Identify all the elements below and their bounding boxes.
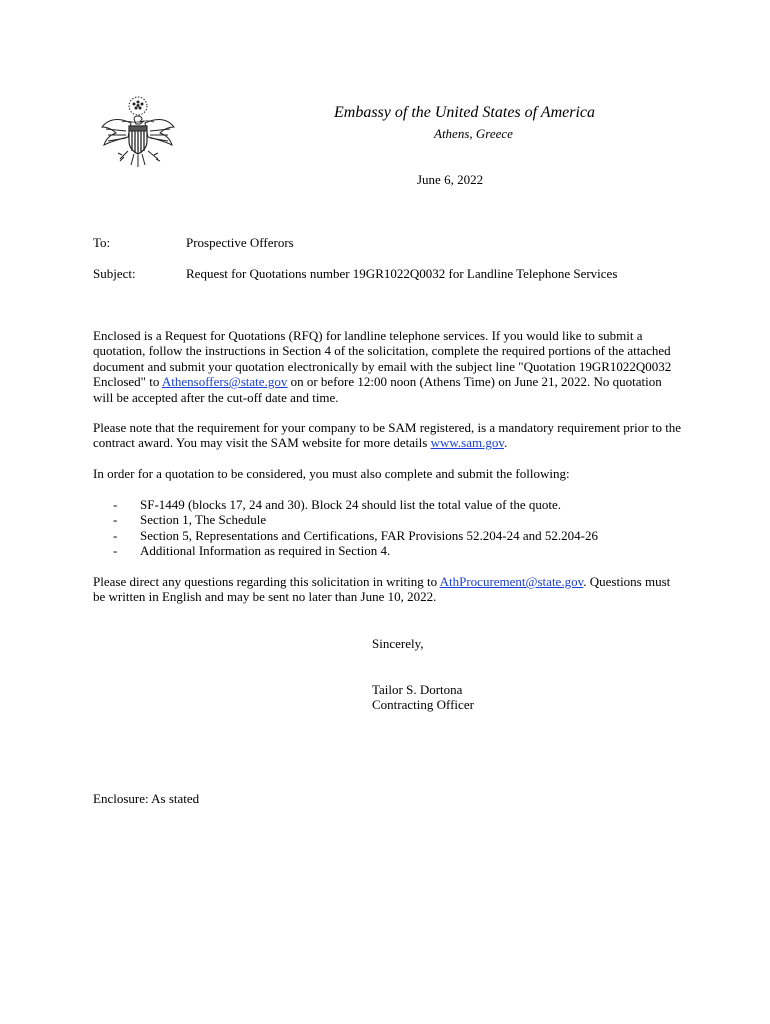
subject-value: Request for Quotations number 19GR1022Q0032 for Landline Telephone Services bbox=[186, 266, 618, 281]
to-label: To: bbox=[93, 235, 111, 250]
embassy-title: Embassy of the United States of America bbox=[334, 104, 595, 121]
list-item-text: SF-1449 (blocks 17, 24 and 30). Block 24 should list the total value of the quote. bbox=[140, 497, 562, 512]
paragraph-requirements-text: In order for a quotation to be considered, you must also complete and submit the following: bbox=[93, 466, 570, 481]
bullet-marker: - bbox=[113, 543, 118, 559]
paragraph-sam-text-1: Please note that the requirement for your company to be SAM registered, is a mandatory requirement prior to the contract award. You may visit the SAM website for more details bbox=[93, 420, 682, 451]
list-item bbox=[113, 497, 598, 512]
list-item-text: Section 5, Representations and Certifications, FAR Provisions 52.204-24 and 52.204-26 bbox=[140, 527, 598, 543]
athprocurement-email-link[interactable]: AthProcurement@state.gov bbox=[439, 574, 584, 589]
bullet-marker: - bbox=[113, 512, 118, 528]
letter-date: June 6, 2022 bbox=[417, 172, 484, 187]
bullet-marker: - bbox=[113, 497, 118, 512]
paragraph-requirements bbox=[93, 466, 683, 481]
paragraph-sam-text-2: . bbox=[504, 435, 508, 451]
closing-salutation: Sincerely, bbox=[372, 636, 424, 651]
list-item bbox=[113, 512, 598, 527]
signatory-name: Tailor S. Dortona bbox=[372, 682, 463, 697]
embassy-location: Athens, Greece bbox=[434, 126, 513, 141]
list-item-text: Section 1, The Schedule bbox=[140, 512, 267, 528]
paragraph-intro bbox=[93, 328, 683, 405]
list-item-text: Additional Information as required in Section 4. bbox=[140, 543, 391, 559]
list-item bbox=[113, 528, 598, 543]
to-value: Prospective Offerors bbox=[186, 235, 294, 250]
signatory-title: Contracting Officer bbox=[372, 697, 474, 712]
paragraph-intro-text-2: on or before 12:00 noon (Athens Time) on June 21, 2022. No quotation will be accepted after the cut-off date and time. bbox=[93, 374, 662, 405]
athensoffers-email-link[interactable]: Athensoffers@state.gov bbox=[161, 374, 288, 390]
sam-website-link[interactable]: www.sam.gov bbox=[430, 435, 504, 451]
subject-label: Subject: bbox=[93, 266, 136, 281]
great-seal-icon bbox=[98, 93, 178, 171]
paragraph-intro-text-1: Enclosed is a Request for Quotations (RFQ) for landline telephone services. If you would like to submit a quotation, follow the instructions in Section 4 of the solicitation, complete the required portions of the attached document and submit your quotation electronically by email with the subject line "Quotation 19GR1022Q0032 Enclosed" to bbox=[93, 328, 672, 390]
bullet-marker: - bbox=[113, 527, 118, 543]
enclosure-note: Enclosure: As stated bbox=[93, 791, 200, 806]
paragraph-questions bbox=[93, 574, 683, 605]
requirements-list bbox=[113, 497, 598, 559]
list-item bbox=[113, 543, 598, 558]
paragraph-questions-text-2: . Questions must be written in English and may be sent no later than June 10, 2022. bbox=[93, 574, 671, 605]
paragraph-sam bbox=[93, 420, 683, 451]
paragraph-questions-text-1: Please direct any questions regarding this solicitation in writing to bbox=[93, 574, 440, 589]
